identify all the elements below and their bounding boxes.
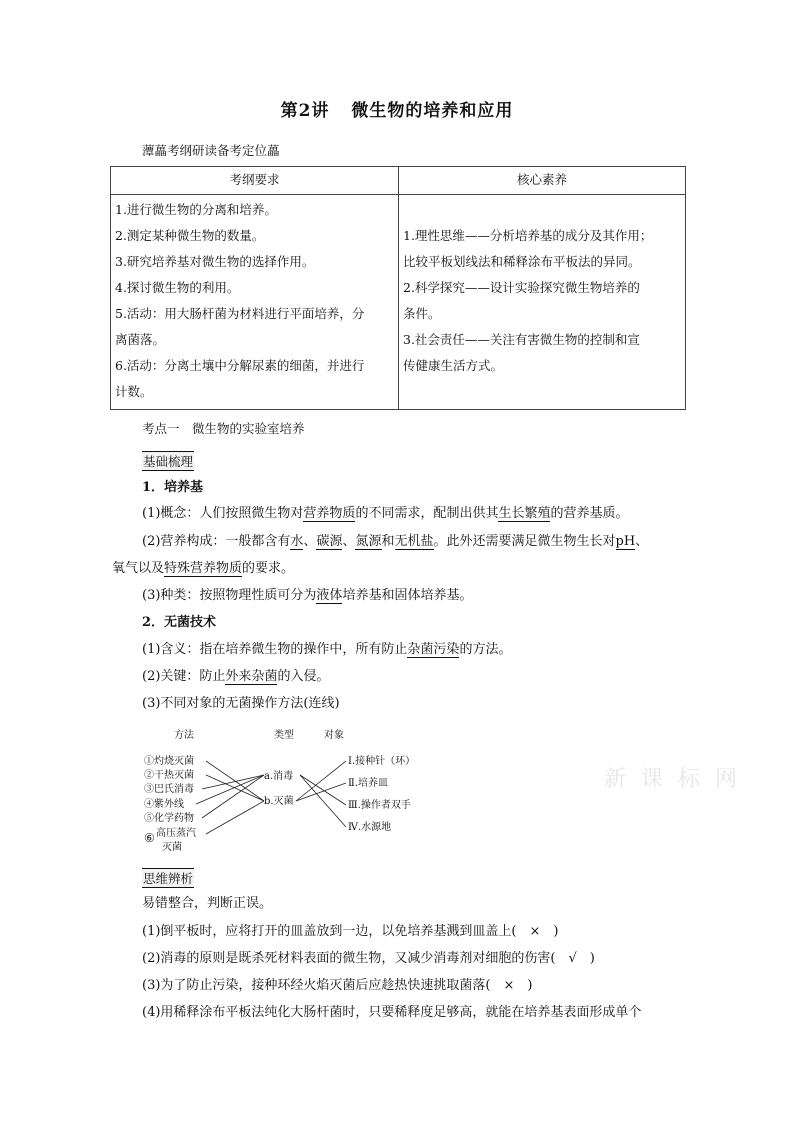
text: 、: [635, 534, 649, 549]
object-item: Ⅲ.操作者双手: [348, 800, 411, 811]
text: 的方法。: [459, 642, 512, 657]
table-header-right: 核心素养: [399, 167, 686, 195]
text: 和: [381, 534, 395, 549]
list-item: 3.社会责任——关注有害微生物的控制和宣: [403, 332, 640, 347]
underlined-term: 碳源: [316, 534, 343, 549]
underlined-term: 杂菌污染: [407, 642, 460, 657]
box-label: 思维辨析: [142, 868, 194, 888]
section-heading: 考点一 微生物的实验室培养: [142, 421, 305, 436]
text: (2)关键：防止: [142, 669, 226, 684]
underlined-term: 水: [290, 534, 304, 549]
box-label: 基础梳理: [142, 451, 194, 471]
paragraph-key: [142, 665, 329, 684]
heading-aseptic: 2．无菌技术: [142, 615, 217, 630]
text: (3)种类：按照物理性质可分为: [142, 588, 317, 603]
text: 培养基和固体培养基。: [342, 588, 473, 603]
underlined-term: 生长繁殖: [498, 506, 551, 521]
list-item: 2.测定某种微生物的数量。: [115, 228, 265, 243]
col-type: 类型: [274, 730, 294, 741]
paragraph-composition-cont: [112, 557, 294, 576]
requirements-cell: [111, 195, 399, 410]
object-item: Ⅱ.培养皿: [348, 778, 388, 789]
underlined-term: pH: [615, 534, 636, 549]
type-item: b.灭菌: [264, 796, 294, 807]
paragraph-meaning: [142, 638, 511, 657]
watermark: 新 课 标 网: [604, 767, 741, 792]
method-item: ②干热灭菌: [144, 770, 194, 781]
underlined-term: 液体: [316, 588, 343, 603]
literacy-cell: [399, 195, 686, 410]
underlined-term: 氮源: [355, 534, 382, 549]
page-title: [0, 96, 794, 121]
col-method: 方法: [174, 730, 194, 741]
text: (1)概念：人们按照微生物对: [142, 506, 304, 521]
method-item: 灭菌: [162, 842, 182, 853]
question-item: (2)消毒的原则是既杀死材料表面的微生物，又减少消毒剂对细胞的伤害( √ ): [142, 951, 595, 966]
underlined-term: 无机盐: [394, 534, 434, 549]
method-item: ③巴氏消毒: [144, 784, 194, 795]
text: 、: [342, 534, 356, 549]
underlined-term: 营养物质: [303, 506, 356, 521]
list-item: 计数。: [115, 384, 153, 399]
method-item: ①灼烧灭菌: [144, 756, 194, 767]
method-item: ⑥: [144, 831, 155, 845]
text: (1)含义：指在培养微生物的操作中，所有防止: [142, 642, 408, 657]
lecture-number: 第2讲: [280, 101, 330, 121]
col-object: 对象: [324, 730, 344, 741]
list-item: 3.研究培养基对微生物的选择作用。: [115, 254, 315, 269]
question-item: (4)用稀释涂布平板法纯化大肠杆菌时，只要稀释度足够高，就能在培养基表面形成单个: [142, 1005, 642, 1020]
underlined-term: 外来杂菌: [225, 669, 278, 684]
paragraph-composition: [142, 530, 648, 549]
list-item: 1.理性思维——分析培养基的成分及其作用；: [403, 228, 653, 243]
text: 的要求。: [242, 561, 295, 576]
question-item: (1)倒平板时，应将打开的皿盖放到一边，以免培养基溅到皿盖上( × ): [142, 924, 559, 939]
question-item: (3)为了防止污染，接种环经火焰灭菌后应趁热快速挑取菌落( × ): [142, 978, 533, 993]
list-item: 2.科学探究——设计实验探究微生物培养的: [403, 280, 640, 295]
paragraph-types: [142, 584, 472, 603]
text: 的入侵。: [277, 669, 330, 684]
text: 。此外还需要满足微生物生长对: [433, 534, 616, 549]
list-item: 比较平板划线法和稀释涂布平板法的异同。: [403, 254, 641, 269]
text: (2)营养构成：一般都含有: [142, 534, 291, 549]
text: 、: [303, 534, 317, 549]
basic-review-box: [142, 451, 194, 471]
table-header-left: 考纲要求: [111, 167, 399, 195]
list-item: 条件。: [403, 306, 441, 321]
object-item: Ⅰ.接种针（环）: [348, 756, 416, 767]
list-item: 1.进行微生物的分离和培养。: [115, 202, 277, 217]
method-item: ⑤化学药物: [144, 813, 194, 824]
text: 氧气以及: [112, 561, 165, 576]
list-item: 6.活动：分离土壤中分解尿素的细菌，并进行: [115, 358, 365, 373]
type-item: a.消毒: [264, 771, 294, 782]
list-item: 离菌落。: [115, 332, 166, 347]
section-subtitle: 藫藟考纲研读备考定位藟: [142, 143, 280, 158]
underlined-term: 特殊营养物质: [164, 561, 243, 576]
heading-culture-medium: 1．培养基: [142, 480, 204, 495]
requirements-table: [110, 166, 686, 410]
list-item: 5.活动：用大肠杆菌为材料进行平面培养，分: [115, 306, 365, 321]
list-item: 4.探讨微生物的利用。: [115, 280, 240, 295]
text: 的不同需求，配制出供其: [355, 506, 499, 521]
method-item: 高压蒸汽: [156, 828, 196, 839]
question-intro: 易错整合，判断正误。: [142, 896, 273, 911]
object-item: Ⅳ.水源地: [348, 822, 392, 833]
thinking-analysis-box: [142, 868, 194, 888]
lecture-title: 微生物的培养和应用: [351, 101, 514, 121]
matching-diagram: [140, 724, 440, 856]
list-item: 传健康生活方式。: [403, 358, 504, 373]
text: 的营养基质。: [550, 506, 629, 521]
paragraph-methods: (3)不同对象的无菌操作方法(连线): [142, 696, 340, 711]
paragraph-concept: [142, 502, 628, 521]
method-item: ④紫外线: [144, 799, 184, 810]
